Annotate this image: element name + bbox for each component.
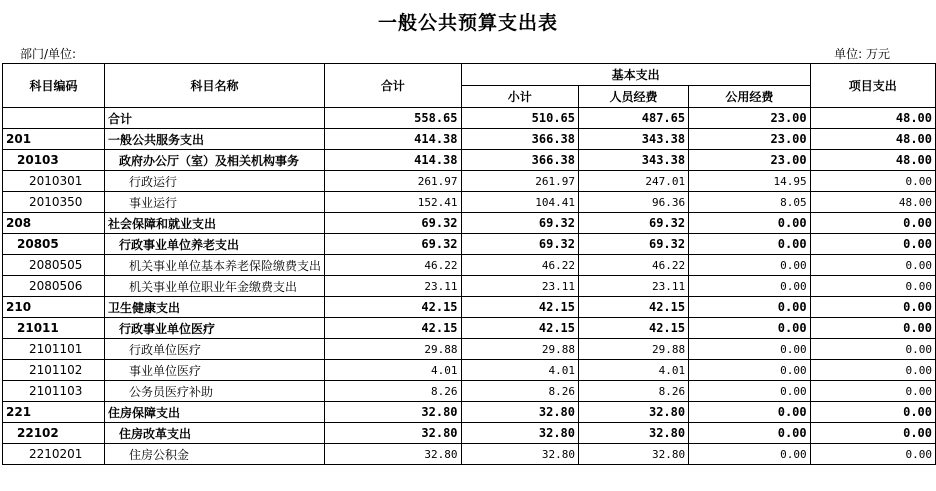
cell-subtotal: 23.11	[461, 276, 578, 297]
cell-public: 0.00	[689, 402, 811, 423]
table-row	[3, 150, 936, 171]
cell-public: 0.00	[689, 423, 811, 444]
cell-public: 23.00	[689, 129, 811, 150]
cell-public: 0.00	[689, 360, 811, 381]
cell-personnel: 32.80	[579, 423, 689, 444]
cell-public: 0.00	[689, 276, 811, 297]
cell-project: 0.00	[810, 444, 935, 465]
cell-project: 0.00	[810, 339, 935, 360]
cell-subtotal: 42.15	[461, 318, 578, 339]
header-personnel: 人员经费	[579, 86, 689, 108]
cell-subtotal: 42.15	[461, 297, 578, 318]
cell-personnel: 343.38	[579, 150, 689, 171]
cell-project: 0.00	[810, 213, 935, 234]
cell-code: 20103	[3, 150, 105, 171]
cell-public: 0.00	[689, 234, 811, 255]
table-row	[3, 381, 936, 402]
table-body	[3, 108, 936, 465]
cell-name: 行政单位医疗	[105, 339, 325, 360]
cell-total: 4.01	[325, 360, 461, 381]
cell-public: 23.00	[689, 108, 811, 129]
cell-personnel: 42.15	[579, 318, 689, 339]
cell-code: 2010301	[3, 171, 105, 192]
cell-total: 23.11	[325, 276, 461, 297]
table-row	[3, 171, 936, 192]
cell-subtotal: 4.01	[461, 360, 578, 381]
header-basic: 基本支出	[461, 64, 810, 86]
cell-code: 208	[3, 213, 105, 234]
department-label: 部门/单位:	[20, 47, 77, 61]
cell-code: 221	[3, 402, 105, 423]
unit-label: 单位: 万元	[834, 47, 890, 61]
cell-name: 住房公积金	[105, 444, 325, 465]
header-total: 合计	[325, 64, 461, 108]
cell-personnel: 69.32	[579, 234, 689, 255]
cell-code: 2080505	[3, 255, 105, 276]
table-row	[3, 360, 936, 381]
cell-personnel: 487.65	[579, 108, 689, 129]
cell-total: 414.38	[325, 150, 461, 171]
cell-name: 住房保障支出	[105, 402, 325, 423]
cell-public: 0.00	[689, 318, 811, 339]
cell-total: 32.80	[325, 444, 461, 465]
cell-code: 2101101	[3, 339, 105, 360]
cell-total: 69.32	[325, 213, 461, 234]
cell-code	[3, 108, 105, 129]
cell-personnel: 32.80	[579, 402, 689, 423]
cell-name: 行政事业单位养老支出	[105, 234, 325, 255]
table-row	[3, 255, 936, 276]
cell-subtotal: 69.32	[461, 213, 578, 234]
cell-code: 21011	[3, 318, 105, 339]
cell-total: 32.80	[325, 423, 461, 444]
cell-personnel: 96.36	[579, 192, 689, 213]
cell-subtotal: 366.38	[461, 129, 578, 150]
cell-personnel: 46.22	[579, 255, 689, 276]
cell-total: 69.32	[325, 234, 461, 255]
table-row	[3, 234, 936, 255]
cell-personnel: 42.15	[579, 297, 689, 318]
cell-subtotal: 29.88	[461, 339, 578, 360]
cell-personnel: 247.01	[579, 171, 689, 192]
cell-project: 0.00	[810, 171, 935, 192]
cell-project: 0.00	[810, 234, 935, 255]
cell-code: 201	[3, 129, 105, 150]
cell-name: 事业运行	[105, 192, 325, 213]
cell-name: 机关事业单位职业年金缴费支出	[105, 276, 325, 297]
cell-public: 0.00	[689, 339, 811, 360]
cell-public: 0.00	[689, 213, 811, 234]
cell-name: 一般公共服务支出	[105, 129, 325, 150]
cell-personnel: 23.11	[579, 276, 689, 297]
cell-project: 0.00	[810, 423, 935, 444]
table-row	[3, 108, 936, 129]
cell-total: 8.26	[325, 381, 461, 402]
cell-project: 0.00	[810, 276, 935, 297]
cell-subtotal: 69.32	[461, 234, 578, 255]
table-row	[3, 402, 936, 423]
table-row	[3, 339, 936, 360]
cell-name: 合计	[105, 108, 325, 129]
cell-subtotal: 32.80	[461, 402, 578, 423]
cell-subtotal: 46.22	[461, 255, 578, 276]
cell-code: 2101102	[3, 360, 105, 381]
header-project: 项目支出	[810, 64, 935, 108]
cell-name: 住房改革支出	[105, 423, 325, 444]
cell-public: 0.00	[689, 297, 811, 318]
cell-name: 行政事业单位医疗	[105, 318, 325, 339]
cell-personnel: 343.38	[579, 129, 689, 150]
cell-code: 20805	[3, 234, 105, 255]
cell-name: 机关事业单位基本养老保险缴费支出	[105, 255, 325, 276]
cell-personnel: 4.01	[579, 360, 689, 381]
cell-name: 事业单位医疗	[105, 360, 325, 381]
cell-name: 行政运行	[105, 171, 325, 192]
cell-total: 29.88	[325, 339, 461, 360]
cell-code: 22102	[3, 423, 105, 444]
cell-subtotal: 261.97	[461, 171, 578, 192]
cell-code: 2101103	[3, 381, 105, 402]
cell-name: 公务员医疗补助	[105, 381, 325, 402]
cell-project: 0.00	[810, 402, 935, 423]
cell-name: 社会保障和就业支出	[105, 213, 325, 234]
cell-total: 32.80	[325, 402, 461, 423]
cell-subtotal: 366.38	[461, 150, 578, 171]
cell-total: 42.15	[325, 297, 461, 318]
cell-total: 558.65	[325, 108, 461, 129]
cell-total: 42.15	[325, 318, 461, 339]
cell-public: 23.00	[689, 150, 811, 171]
table-row	[3, 318, 936, 339]
cell-total: 261.97	[325, 171, 461, 192]
table-row	[3, 444, 936, 465]
header-subtotal: 小计	[461, 86, 578, 108]
cell-subtotal: 104.41	[461, 192, 578, 213]
cell-project: 48.00	[810, 129, 935, 150]
cell-personnel: 29.88	[579, 339, 689, 360]
cell-total: 414.38	[325, 129, 461, 150]
cell-project: 0.00	[810, 381, 935, 402]
table-row	[3, 297, 936, 318]
cell-subtotal: 32.80	[461, 423, 578, 444]
cell-project: 0.00	[810, 360, 935, 381]
cell-public: 0.00	[689, 444, 811, 465]
cell-project: 0.00	[810, 297, 935, 318]
page-title: 一般公共预算支出表	[377, 12, 558, 34]
cell-personnel: 8.26	[579, 381, 689, 402]
cell-project: 48.00	[810, 150, 935, 171]
cell-personnel: 69.32	[579, 213, 689, 234]
table-row	[3, 192, 936, 213]
cell-total: 152.41	[325, 192, 461, 213]
budget-table	[2, 63, 936, 465]
cell-code: 2080506	[3, 276, 105, 297]
cell-project: 0.00	[810, 318, 935, 339]
cell-public: 0.00	[689, 381, 811, 402]
cell-total: 46.22	[325, 255, 461, 276]
table-row	[3, 276, 936, 297]
cell-personnel: 32.80	[579, 444, 689, 465]
cell-code: 2210201	[3, 444, 105, 465]
header-name: 科目名称	[105, 64, 325, 108]
cell-subtotal: 510.65	[461, 108, 578, 129]
cell-name: 卫生健康支出	[105, 297, 325, 318]
cell-code: 210	[3, 297, 105, 318]
header-code: 科目编码	[3, 64, 105, 108]
table-row	[3, 423, 936, 444]
cell-project: 48.00	[810, 108, 935, 129]
table-row	[3, 213, 936, 234]
cell-subtotal: 8.26	[461, 381, 578, 402]
cell-subtotal: 32.80	[461, 444, 578, 465]
cell-project: 0.00	[810, 255, 935, 276]
cell-code: 2010350	[3, 192, 105, 213]
cell-public: 0.00	[689, 255, 811, 276]
header-public: 公用经费	[689, 86, 811, 108]
cell-name: 政府办公厅（室）及相关机构事务	[105, 150, 325, 171]
table-row	[3, 129, 936, 150]
cell-project: 48.00	[810, 192, 935, 213]
cell-public: 8.05	[689, 192, 811, 213]
cell-public: 14.95	[689, 171, 811, 192]
